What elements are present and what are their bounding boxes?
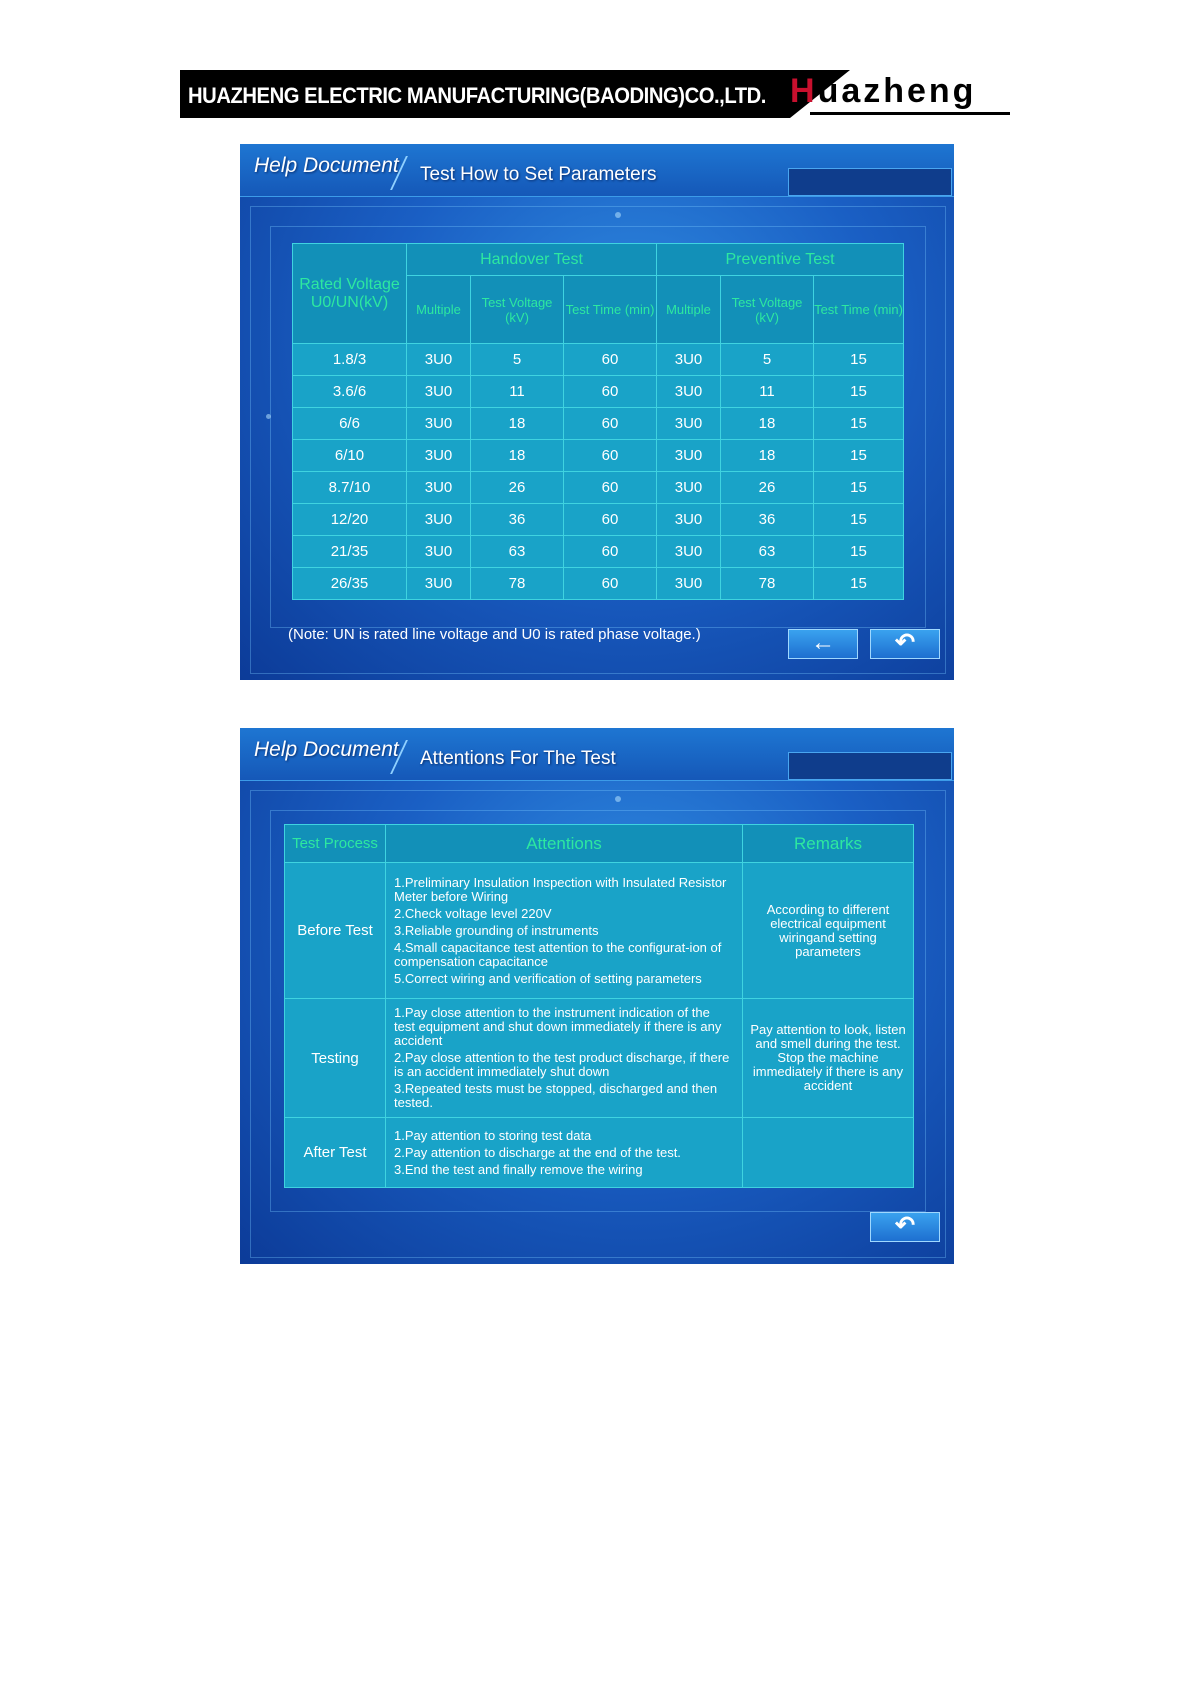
cell: 18 (471, 408, 564, 440)
light-dot (615, 796, 621, 802)
table-row (293, 376, 904, 408)
cell: 15 (814, 376, 904, 408)
cell: 60 (564, 376, 657, 408)
light-dot (615, 212, 621, 218)
cell: 3U0 (657, 344, 721, 376)
cell: 60 (564, 536, 657, 568)
cell: 78 (721, 568, 814, 600)
header-handover-test: Handover Test (407, 244, 657, 276)
cell: 11 (721, 376, 814, 408)
cell: 6/6 (293, 408, 407, 440)
cell: 3U0 (657, 376, 721, 408)
cell: 60 (564, 568, 657, 600)
cell: 3.6/6 (293, 376, 407, 408)
help-document-title: Help Document (254, 738, 399, 761)
attention-item: 3.Reliable grounding of instruments (394, 922, 599, 938)
cell: 1.8/3 (293, 344, 407, 376)
attention-item: 2.Pay attention to discharge at the end of the test. (394, 1144, 681, 1160)
help-document-title: Help Document (254, 154, 399, 177)
cell: 21/35 (293, 536, 407, 568)
cell: 3U0 (407, 536, 471, 568)
page-title: Test How to Set Parameters (420, 164, 657, 185)
title-bar (240, 728, 954, 781)
cell: 3U0 (657, 536, 721, 568)
attention-item: 3.End the test and finally remove the wiring (394, 1161, 643, 1177)
company-logo (790, 72, 1010, 110)
header-preventive-test: Preventive Test (657, 244, 904, 276)
cell: 5 (471, 344, 564, 376)
attention-item: 2.Pay close attention to the test product discharge, if there is an accident immediately shut down (394, 1050, 730, 1079)
title-bar (240, 144, 954, 197)
return-button[interactable]: ↶ (870, 1212, 940, 1242)
table-row (285, 1118, 914, 1188)
cell: 3U0 (657, 440, 721, 472)
cell: 15 (814, 504, 904, 536)
process-cell: After Test (285, 1118, 386, 1188)
table-row (293, 344, 904, 376)
cell: 8.7/10 (293, 472, 407, 504)
cell: 36 (721, 504, 814, 536)
process-cell: Testing (285, 999, 386, 1118)
remarks-cell: According to different electrical equipment wiringand setting parameters (743, 863, 914, 999)
cell: 5 (721, 344, 814, 376)
parameters-table (292, 243, 904, 600)
table-row (293, 568, 904, 600)
attention-item: 2.Check voltage level 220V (394, 905, 552, 921)
table-row (293, 504, 904, 536)
header-multiple: Multiple (657, 276, 721, 344)
header-multiple: Multiple (407, 276, 471, 344)
header-remarks: Remarks (743, 825, 914, 863)
table-row (293, 536, 904, 568)
cell: 36 (471, 504, 564, 536)
cell: 3U0 (407, 376, 471, 408)
attention-item: 5.Correct wiring and verification of setting parameters (394, 970, 702, 986)
cell: 15 (814, 344, 904, 376)
header-rated-voltage: Rated Voltage U0/UN(kV) (293, 244, 407, 344)
cell: 60 (564, 344, 657, 376)
table-row (285, 999, 914, 1118)
cell: 3U0 (407, 440, 471, 472)
process-cell: Before Test (285, 863, 386, 999)
attention-item: 1.Pay attention to storing test data (394, 1127, 592, 1143)
cell: 26/35 (293, 568, 407, 600)
attentions-cell (386, 999, 743, 1118)
attention-item: 4.Small capacitance test attention to the configurat-ion of compensation capacitance (394, 939, 722, 969)
cell: 60 (564, 504, 657, 536)
cell: 3U0 (657, 568, 721, 600)
cell: 60 (564, 472, 657, 504)
cell: 26 (471, 472, 564, 504)
attentions-cell (386, 863, 743, 999)
cell: 3U0 (407, 504, 471, 536)
header-test-voltage: Test Voltage (kV) (471, 276, 564, 344)
table-row (293, 440, 904, 472)
attention-item: 3.Repeated tests must be stopped, discharged and then tested. (394, 1081, 718, 1110)
logo-cap: H (790, 72, 818, 110)
cell: 60 (564, 408, 657, 440)
cell: 3U0 (407, 344, 471, 376)
cell: 3U0 (407, 472, 471, 504)
attentions-cell (386, 1118, 743, 1188)
header-test-process: Test Process (285, 825, 386, 863)
logo-underline (810, 112, 1010, 115)
company-name: HUAZHENG ELECTRIC MANUFACTURING(BAODING)CO.,LTD. (188, 83, 766, 108)
logo-rest: uazheng (817, 72, 977, 110)
cell: 11 (471, 376, 564, 408)
cell: 18 (721, 440, 814, 472)
voltage-note: (Note: UN is rated line voltage and U0 is rated phase voltage.) (288, 626, 701, 643)
cell: 63 (471, 536, 564, 568)
cell: 18 (471, 440, 564, 472)
cell: 3U0 (657, 504, 721, 536)
banner-bar (180, 70, 790, 118)
cell: 63 (721, 536, 814, 568)
company-banner (180, 70, 1010, 118)
remarks-cell: Pay attention to look, listen and smell during the test. Stop the machine immediately if there is any accident (743, 999, 914, 1118)
attention-item: 1.Pay close attention to the instrument indication of the test equipment and shut down immediately if there is any accident (394, 1005, 722, 1048)
parameters-screen (240, 144, 954, 680)
header-attentions: Attentions (386, 825, 743, 863)
table-row (293, 472, 904, 504)
attentions-screen (240, 728, 954, 1264)
attentions-table (284, 824, 914, 1188)
cell: 15 (814, 568, 904, 600)
cell: 78 (471, 568, 564, 600)
cell: 3U0 (657, 472, 721, 504)
cell: 15 (814, 536, 904, 568)
previous-page-button[interactable]: ← (788, 629, 858, 659)
cell: 6/10 (293, 440, 407, 472)
table-row (285, 863, 914, 999)
page-title: Attentions For The Test (420, 748, 616, 769)
cell: 12/20 (293, 504, 407, 536)
cell: 3U0 (407, 408, 471, 440)
header-test-time: Test Time (min) (814, 276, 904, 344)
cell: 15 (814, 472, 904, 504)
header-test-voltage: Test Voltage (kV) (721, 276, 814, 344)
cell: 15 (814, 408, 904, 440)
table-row (293, 408, 904, 440)
status-box (788, 168, 952, 196)
cell: 18 (721, 408, 814, 440)
return-button[interactable]: ↶ (870, 629, 940, 659)
cell: 15 (814, 440, 904, 472)
attention-item: 1.Preliminary Insulation Inspection with Insulated Resistor Meter before Wiring (394, 874, 727, 904)
cell: 26 (721, 472, 814, 504)
header-test-time: Test Time (min) (564, 276, 657, 344)
light-dot (266, 414, 271, 419)
cell: 3U0 (407, 568, 471, 600)
cell: 3U0 (657, 408, 721, 440)
status-box (788, 752, 952, 780)
cell: 60 (564, 440, 657, 472)
remarks-cell (743, 1118, 914, 1188)
